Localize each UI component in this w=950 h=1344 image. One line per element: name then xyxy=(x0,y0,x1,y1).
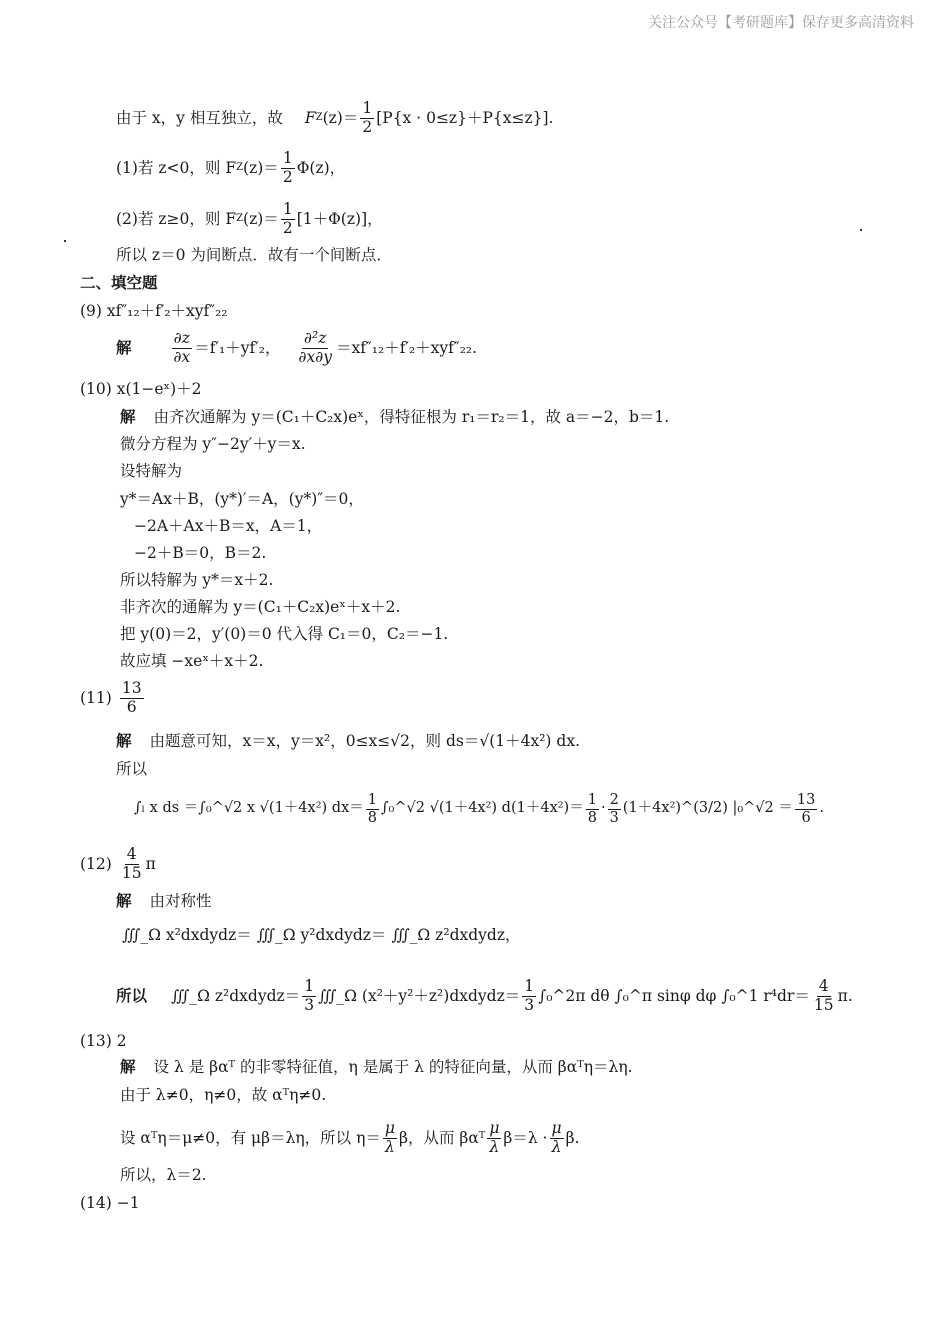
answer-12: (12) $\frac{4}{15}$ π xyxy=(80,845,156,882)
solution-9: 解 $\frac{\partial z}{\partial x}$ ＝f′₁＋yf′₂， $\frac{\text{∂²z}}{\partial x\partial y}$ ＝xf″₁₂＋f′₂＋xyf″₂₂. xyxy=(116,329,478,366)
fraction: $\frac{1}{2}$ xyxy=(362,99,373,136)
fraction: $\frac{13}{6}$ xyxy=(121,679,142,716)
fraction: $\frac{\mu}{\lambda}$ xyxy=(489,1119,500,1156)
fraction: $\frac{1}{3}$ xyxy=(524,977,535,1014)
fraction: $\frac{2}{3}$ xyxy=(609,792,619,826)
section-heading: 二、填空题 xyxy=(80,274,158,292)
solution-10-line: 解 由齐次通解为 y＝(C₁＋C₂x)eˣ，得特征根为 r₁＝r₂＝1，故 a＝−2，b＝1. xyxy=(120,407,670,426)
dot-mark xyxy=(860,229,862,231)
text: 由于 x，y 相互独立，故 xyxy=(116,109,283,128)
fraction: $\frac{4}{15}$ xyxy=(813,977,834,1014)
solution-10-line: 所以特解为 y*＝x＋2. xyxy=(120,571,274,589)
solution-10-line: 微分方程为 y″−2y′＋y＝x. xyxy=(120,435,306,453)
fraction: $\frac{\mu}{\lambda}$ xyxy=(384,1119,395,1156)
answer-9: (9) xf″₁₂＋f′₂＋xyf″₂₂ xyxy=(80,302,228,320)
solution-10-line: 非齐次的通解为 y＝(C₁＋C₂x)eˣ＋x＋2. xyxy=(120,598,401,616)
equation-12: 所以 ∭_Ω z²dxdydz＝ $\frac{1}{3}$ ∭_Ω (x²＋y²＋z²)dxdydz＝ $\frac{1}{3}$ ∫₀^2π dθ ∫₀^π sinφ dφ ∫₀^1 r⁴dr＝ $\frac{4}{15}$ π. xyxy=(116,977,853,1014)
text: (z)＝ xyxy=(322,109,359,128)
answer-11: (11) $\frac{13}{6}$ xyxy=(80,679,142,716)
answer-14: (14) −1 xyxy=(80,1194,140,1212)
solution-10-line: −2＋B＝0，B＝2. xyxy=(134,544,267,562)
solution-12: 解 由对称性 xyxy=(116,891,212,910)
fraction: $\frac{4}{15}$ xyxy=(121,845,142,882)
dot-mark xyxy=(64,240,66,242)
text: [P{x · 0≤z}＋P{x≤z}]. xyxy=(376,109,554,128)
fraction: $\frac{\text{∂²z}}{\partial x\partial y}$ xyxy=(298,329,333,366)
fraction: $\frac{1}{2}$ xyxy=(282,149,293,186)
text: Z xyxy=(315,112,323,124)
solution-11: 解 由题意可知，x＝x，y＝x²，0≤x≤√2，则 ds＝√(1＋4x²) dx. xyxy=(116,731,580,750)
solution-10-line: −2A＋Ax＋B＝x，A＝1， xyxy=(134,517,323,535)
solution-10-line: y*＝Ax＋B，(y*)′＝A，(y*)″＝0， xyxy=(120,490,364,508)
fraction: $\frac{1}{3}$ xyxy=(304,977,315,1014)
text-line: (2)若 z≥0，则 F Z (z)＝ $\frac{1}{2}$ [1＋Φ(z)]， xyxy=(116,200,383,237)
solution-13: 解 设 λ 是 βαᵀ 的非零特征值，η 是属于 λ 的特征向量，从而 βαᵀη＝λη. xyxy=(120,1057,633,1076)
solution-13: 所以，λ＝2. xyxy=(120,1166,207,1184)
solution-13: 由于 λ≠0，η≠0，故 αᵀη≠0. xyxy=(120,1086,327,1104)
solution-12: ∭_Ω x²dxdydz＝ ∭_Ω y²dxdydz＝ ∭_Ω z²dxdydz， xyxy=(122,926,521,944)
answer-13: (13) 2 xyxy=(80,1032,127,1050)
fraction: $\frac{\partial z}{\partial x}$ xyxy=(173,329,191,366)
fraction: $\frac{1}{2}$ xyxy=(282,200,293,237)
watermark: 关注公众号【考研题库】保存更多高清资料 xyxy=(648,15,914,31)
solution-11: 所以 xyxy=(116,760,148,778)
solution-13: 设 αᵀη＝μ≠0，有 μβ＝λη，所以 η＝ $\frac{\mu}{\lambda}$ β，从而 βαᵀ $\frac{\mu}{\lambda}$ β＝λ · $\frac{\mu}{\lambda}$ β. xyxy=(120,1119,580,1156)
text-line xyxy=(116,100,553,137)
fraction: $\frac{\mu}{\lambda}$ xyxy=(551,1119,562,1156)
fraction: $\frac{1}{8}$ xyxy=(587,792,597,826)
solution-10-line: 设特解为 xyxy=(120,462,183,480)
text-line: (1)若 z<0，则 F Z (z)＝ $\frac{1}{2}$ Φ(z)， xyxy=(116,149,346,186)
fraction: $\frac{1}{8}$ xyxy=(367,792,377,826)
text-line: 所以 z＝0 为间断点．故有一个间断点． xyxy=(116,246,392,264)
solution-10-line: 把 y(0)＝2，y′(0)＝0 代入得 C₁＝0，C₂＝−1. xyxy=(120,625,449,643)
solution-10-line: 故应填 −xeˣ＋x＋2. xyxy=(120,652,264,670)
answer-10: (10) x(1−eˣ)＋2 xyxy=(80,380,202,398)
text: F xyxy=(304,109,316,128)
equation-11: ∫ₗ x ds ＝∫₀^√2 x √(1＋4x²) dx＝ $\frac{1}{8}$ ∫₀^√2 √(1＋4x²) d(1＋4x²)＝ $\frac{1}{8}$ · $\frac{2}{3}$ (1＋4x²)^(3/2) |₀^√2 ＝ $\frac{13}{6}$ . xyxy=(134,792,824,826)
fraction: $\frac{13}{6}$ xyxy=(796,792,816,826)
